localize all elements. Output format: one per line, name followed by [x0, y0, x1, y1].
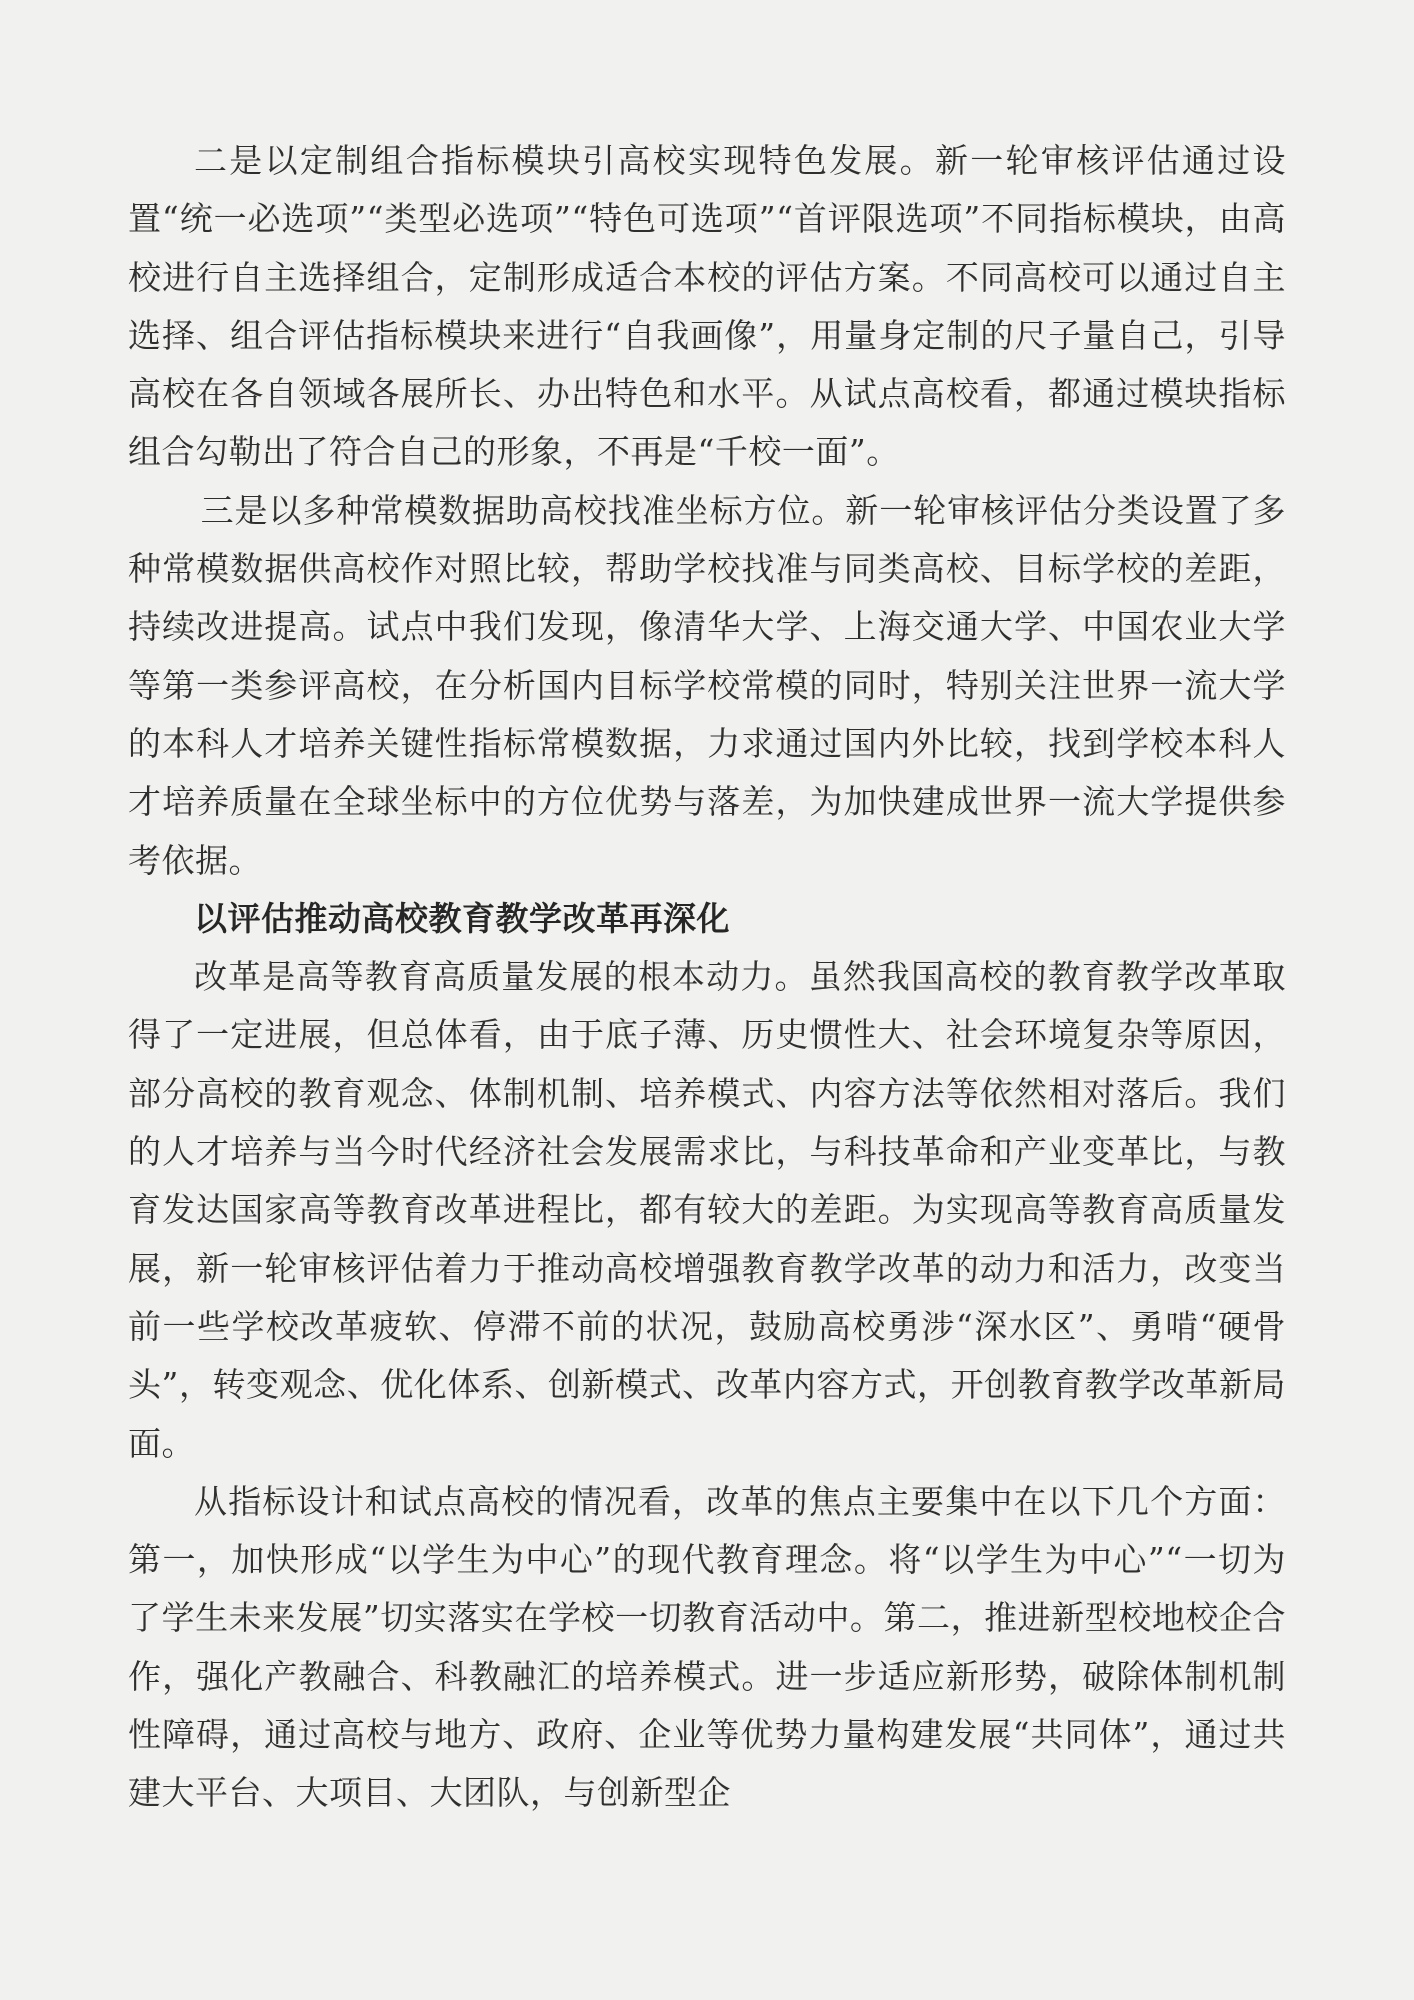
- paragraph-reform-focus: 从指标设计和试点高校的情况看，改革的焦点主要集中在以下几个方面：第一，加快形成“以学生为中心”的现代教育理念。将“以学生为中心”“一切为了学生未来发展”切实落实在学校一切教育活动中。第二，推进新型校地校企合作，强化产教融合、科教融汇的培养模式。进一步适应新形势，破除体制机制性障碍，通过高校与地方、政府、企业等优势力量构建发展“共同体”，通过共建大平台、大项目、大团队，与创新型企: [128, 1481, 1286, 1813]
- paragraph-norm-data: 三是以多种常模数据助高校找准坐标方位。新一轮审核评估分类设置了多种常模数据供高校作对照比较，帮助学校找准与同类高校、目标学校的差距，持续改进提高。试点中我们发现，像清华大学、上海交通大学、中国农业大学等第一类参评高校，在分析国内目标学校常模的同时，特别关注世界一流大学的本科人才培养关键性指标常模数据，力求通过国内外比较，找到学校本科人才培养质量在全球坐标中的方位优势与落差，为加快建成世界一流大学提供参考依据。: [128, 490, 1286, 880]
- section-heading: 以评估推动高校教育教学改革再深化: [194, 898, 730, 938]
- paragraph-reform-motivation: 改革是高等教育高质量发展的根本动力。虽然我国高校的教育教学改革取得了一定进展，但总体看，由于底子薄、历史惯性大、社会环境复杂等原因，部分高校的教育观念、体制机制、培养模式、内容方法等依然相对落后。我们的人才培养与当今时代经济社会发展需求比，与科技革命和产业变革比，与教育发达国家高等教育改革进程比，都有较大的差距。为实现高等教育高质量发展，新一轮审核评估着力于推动高校增强教育教学改革的动力和活力，改变当前一些学校改革疲软、停滞不前的状况，鼓励高校勇涉“深水区”、勇啃“硬骨头”，转变观念、优化体系、创新模式、改革内容方式，开创教育教学改革新局面。: [128, 957, 1286, 1463]
- paragraph-feature-development: 二是以定制组合指标模块引高校实现特色发展。新一轮审核评估通过设置“统一必选项”“类型必选项”“特色可选项”“首评限选项”不同指标模块，由高校进行自主选择组合，定制形成适合本校的评估方案。不同高校可以通过自主选择、组合评估指标模块来进行“自我画像”，用量身定制的尺子量自己，引导高校在各自领域各展所长、办出特色和水平。从试点高校看，都通过模块指标组合勾勒出了符合自己的形象，不再是“千校一面”。: [128, 141, 1286, 472]
- document-page: [128, 132, 1286, 1823]
